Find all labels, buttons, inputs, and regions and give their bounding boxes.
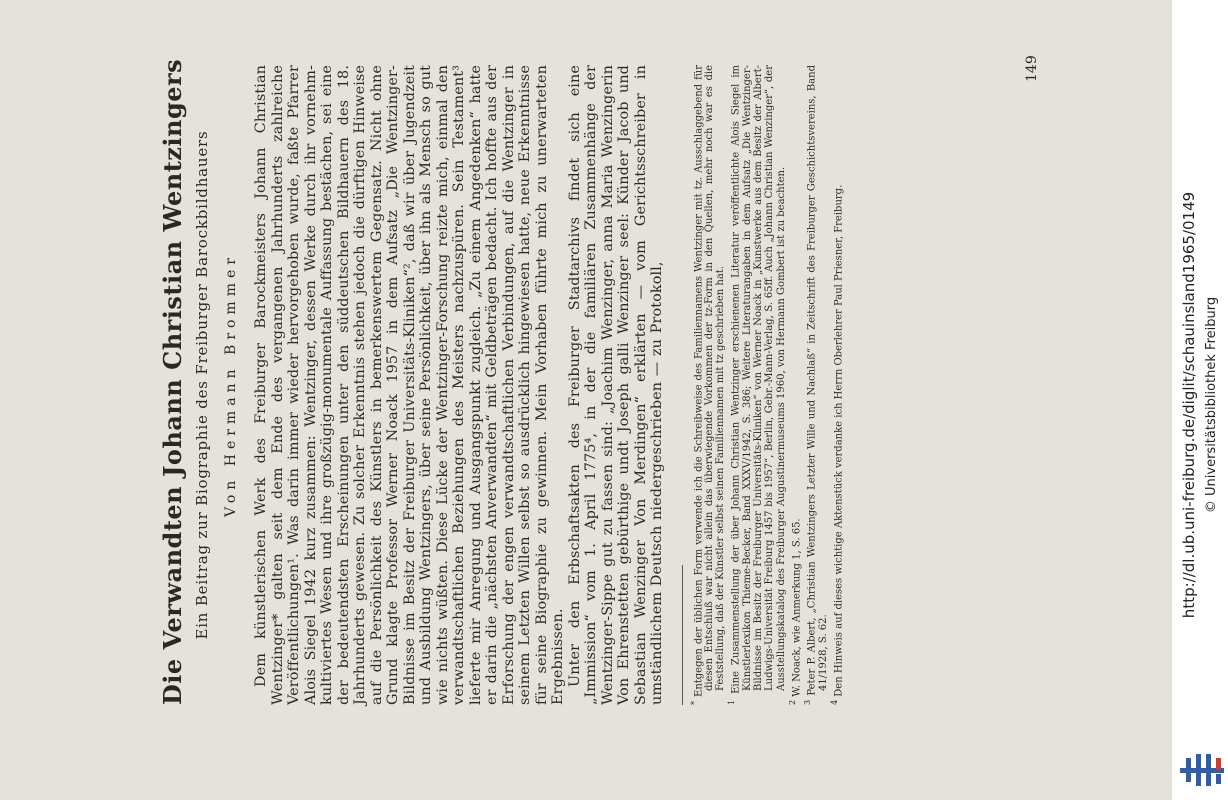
- footnote: [726, 65, 786, 705]
- logo-bar: [1186, 758, 1191, 782]
- footnotes: [689, 65, 845, 705]
- body-paragraph: Unter den Erbschaftsakten des Freiburger Stadtarchivs findet sich eine „Immission“ vom 1. April 1775⁴, in der die familiären Zusammenhänge der Wentzinger-Sippe gut zu fassen sind: „Joachim Wenzinger, anna Maria Wenzingerin Von Ehrenstetten gebürthige undt Joseph galli Wenzinger seel: Künder Jacob und Sebastian Wenzinger Von Merdingen“ erklärten — vom Gerichtsschreiber in umständlichem Deutsch niedergeschrieben — zu Protokoll,: [566, 65, 665, 705]
- footnote-divider: [682, 565, 683, 705]
- footnote-text: Eine Zusammenstellung der über Johann Christian Wentzinger erschienenen Literatur veröffentlichte Alois Siegel im Künstlerlexikon Thieme-Becker, Band XXXV/1942, S. 386; Weitere Literaturangaben in dem Aufsatz „Die Wentzinger-Bildnisse im Besitz der Freiburger Universitäts-Kliniken“ von Werner Noack in „Kunstwerke aus dem Besitz der Albert-Ludwigs-Universität Freiburg 1457 bis 1957“, Berlin, Gebr.-Mann-Verlag, S. 65ff. Auch „Johann Christian Wenzinger“, der Ausstellungskatalog des Freiburger Augustinermuseums 1960, von Hermann Gombert ist zu beachten.: [730, 64, 787, 694]
- footnote-mark: 1: [727, 699, 737, 705]
- footnote-mark: *: [689, 701, 699, 705]
- footnote-mark: 3: [803, 699, 813, 705]
- footnote-text: Peter P. Albert, „Christian Wentzingers Letzter Wille und Nachlaß“ in Zeitschrift des Freiburger Geschichtsvereins, Band 41/1928, S. 62.: [806, 65, 829, 696]
- footnote-text: Den Hinweis auf dieses wichtige Aktenstück verdanke ich Herrn Oberlehrer Paul Priesner, Freiburg.: [833, 184, 845, 697]
- footnote-text: W. Noack, wie Anmerkung 1, S. 65.: [791, 518, 803, 697]
- footnote-mark: 2: [787, 699, 797, 705]
- footnote: [829, 65, 845, 705]
- logo-bar: [1216, 758, 1221, 770]
- logo-bar: [1196, 754, 1201, 786]
- footnote: [802, 65, 829, 705]
- copyright-notice: © Universitätsbibliothek Freiburg: [1204, 296, 1219, 514]
- logo-bar: [1206, 754, 1211, 786]
- footnote-mark: 4: [830, 699, 840, 705]
- article-title: Die Verwandten Johann Christian Wentzingers: [158, 58, 187, 705]
- article-author: Von Hermann Brommer: [223, 253, 239, 517]
- article-body: [253, 65, 666, 705]
- page-number: 149: [1024, 55, 1040, 82]
- footnote: [787, 65, 803, 705]
- article-subtitle: Ein Beitrag zur Biographie des Freiburger Barockbildhauers: [193, 130, 211, 640]
- footnote: [689, 65, 727, 705]
- footnote-text: Entgegen der üblichen Form verwende ich die Schreibweise des Familiennamens Wentzinger mit tz. Ausschlaggebend für diesen Entschluß war nicht allein das überwiegende Vorkommen der tz-Form in den Quellen, mehr noch war es die Feststellung, daß der Künstler selbst seinen Familiennamen mit tz geschrieben hat.: [692, 64, 727, 697]
- source-url-link[interactable]: http://dl.ub.uni-freiburg.de/diglit/schauinsland1965/0149: [1180, 191, 1198, 619]
- article: [158, 58, 845, 705]
- body-paragraph: Dem künstlerischen Werk des Freiburger Barockmeisters Johann Christian Wentzinger* galten seit dem Ende des vergangenen Jahrhunderts zahlreiche Veröffentlichungen¹. Was darin immer wieder hervorgehoben wurde, faßte Pfarrer Alois Siegel 1942 kurz zusammen: Wentzinger, dessen Werke durch ihr vornehm-kultiviertes Wesen und ihre großzügig-monumentale Auffassung bestächen, sei eine der bedeutendsten Erscheinungen unter den süddeutschen Bildhauern des 18. Jahrhunderts gewesen. Zu solcher Erkenntnis stehen jedoch die dürftigen Hinweise auf die Persönlichkeit des Künstlers in bemerkenswertem Gegensatz. Nicht ohne Grund klagte Professor Werner Noack 1957 in dem Aufsatz „Die Wentzinger-Bildnisse im Besitz der Freiburger Universitäts-Kliniken“², daß wir über Jugendzeit und Ausbildung Wentzingers, über seine Persönlichkeit, über ihn als Mensch so gut wie nichts wüßten. Diese Lücke der Wentzinger-Forschung reizte mich, einmal den verwandtschaftlichen Beziehungen des Meisters nachzuspüren. Sein Testament³ lieferte mir Anregung und Ausgangspunkt zugleich. „Zu einem Angedenken“ hatte er darin die „nächsten Anverwandten“ mit Geldbeträgen bedacht. Ich hoffte aus der Erforschung der engen verwandtschaftlichen Verbindungen, auf die Wentzinger in seinem Letzten Willen selbst so ausdrücklich hingewiesen hatte, neue Erkenntnisse für seine Biographie zu gewinnen. Mein Vorhaben führte mich zu unerwarteten Ergebnissen.: [253, 65, 566, 705]
- ub-freiburg-logo-icon: [1180, 750, 1224, 790]
- logo-bar: [1216, 774, 1221, 784]
